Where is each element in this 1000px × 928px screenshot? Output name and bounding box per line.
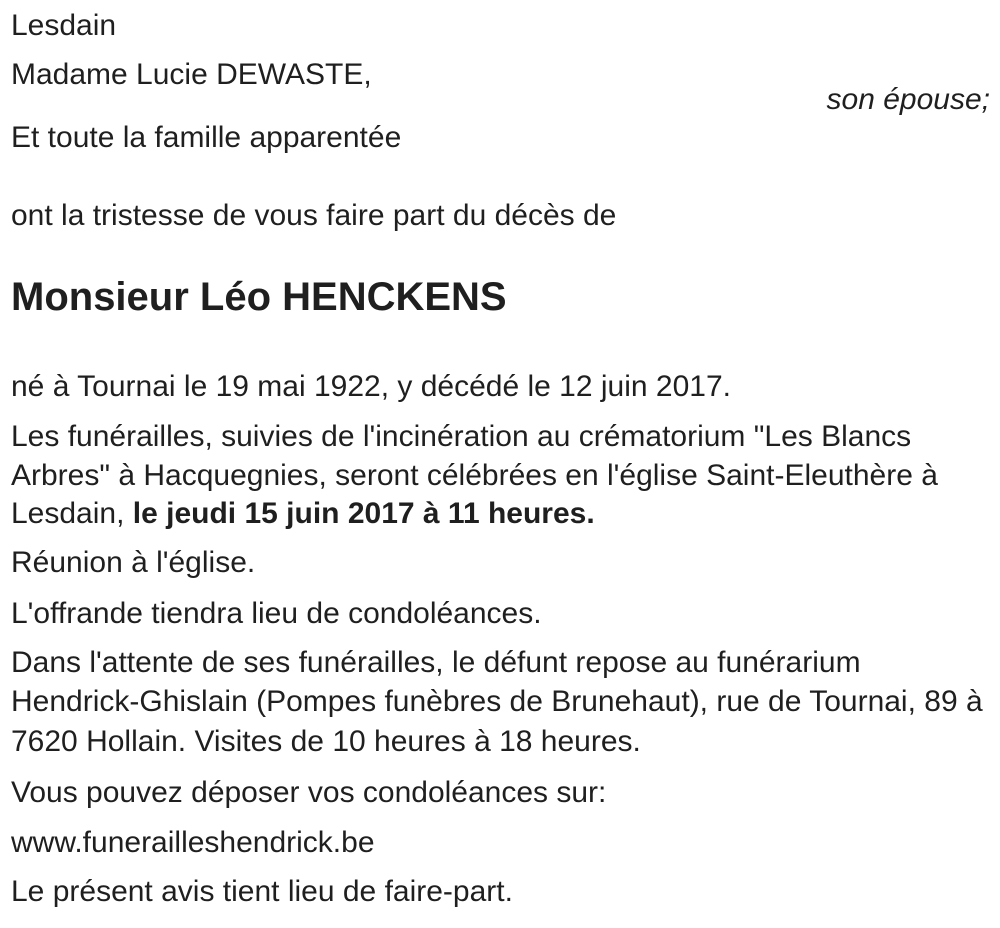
meeting-line: Réunion à l'église.	[11, 546, 256, 579]
repose-line-2: Hendrick-Ghislain (Pompes funèbres de Brunehaut), rue de Tournai, 89 à	[11, 685, 983, 718]
offering-line: L'offrande tiendra lieu de condoléances.	[11, 597, 542, 630]
funeral-place: Lesdain,	[11, 497, 133, 530]
relation-line: son épouse;	[826, 83, 990, 116]
closing-line: Le présent avis tient lieu de faire-part.	[11, 875, 513, 908]
funeral-line-2: Arbres" à Hacquegnies, seront célébrées en l'église Saint-Eleuthère à	[11, 459, 938, 492]
life-dates-line: né à Tournai le 19 mai 1922, y décédé le 12 juin 2017.	[11, 370, 731, 403]
repose-line-1: Dans l'attente de ses funérailles, le défunt repose au funérarium	[11, 646, 861, 679]
website-text: www.funerailleshendrick.be	[11, 826, 375, 859]
funeral-date-bold: le jeudi 15 juin 2017 à 11 heures.	[132, 497, 595, 530]
funeral-line-1: Les funérailles, suivies de l'incinération au crématorium "Les Blancs	[11, 420, 912, 453]
spouse-name-line: Madame Lucie DEWASTE,	[11, 58, 372, 91]
family-line: Et toute la famille apparentée	[11, 121, 402, 154]
announcement-line: ont la tristesse de vous faire part du décès de	[11, 199, 617, 232]
condolences-line: Vous pouvez déposer vos condoléances sur:	[11, 776, 607, 809]
funeral-line-3	[11, 499, 595, 529]
repose-line-3: 7620 Hollain. Visites de 10 heures à 18 heures.	[11, 725, 641, 758]
place-line: Lesdain	[11, 9, 117, 42]
deceased-name: Monsieur Léo HENCKENS	[11, 275, 507, 319]
